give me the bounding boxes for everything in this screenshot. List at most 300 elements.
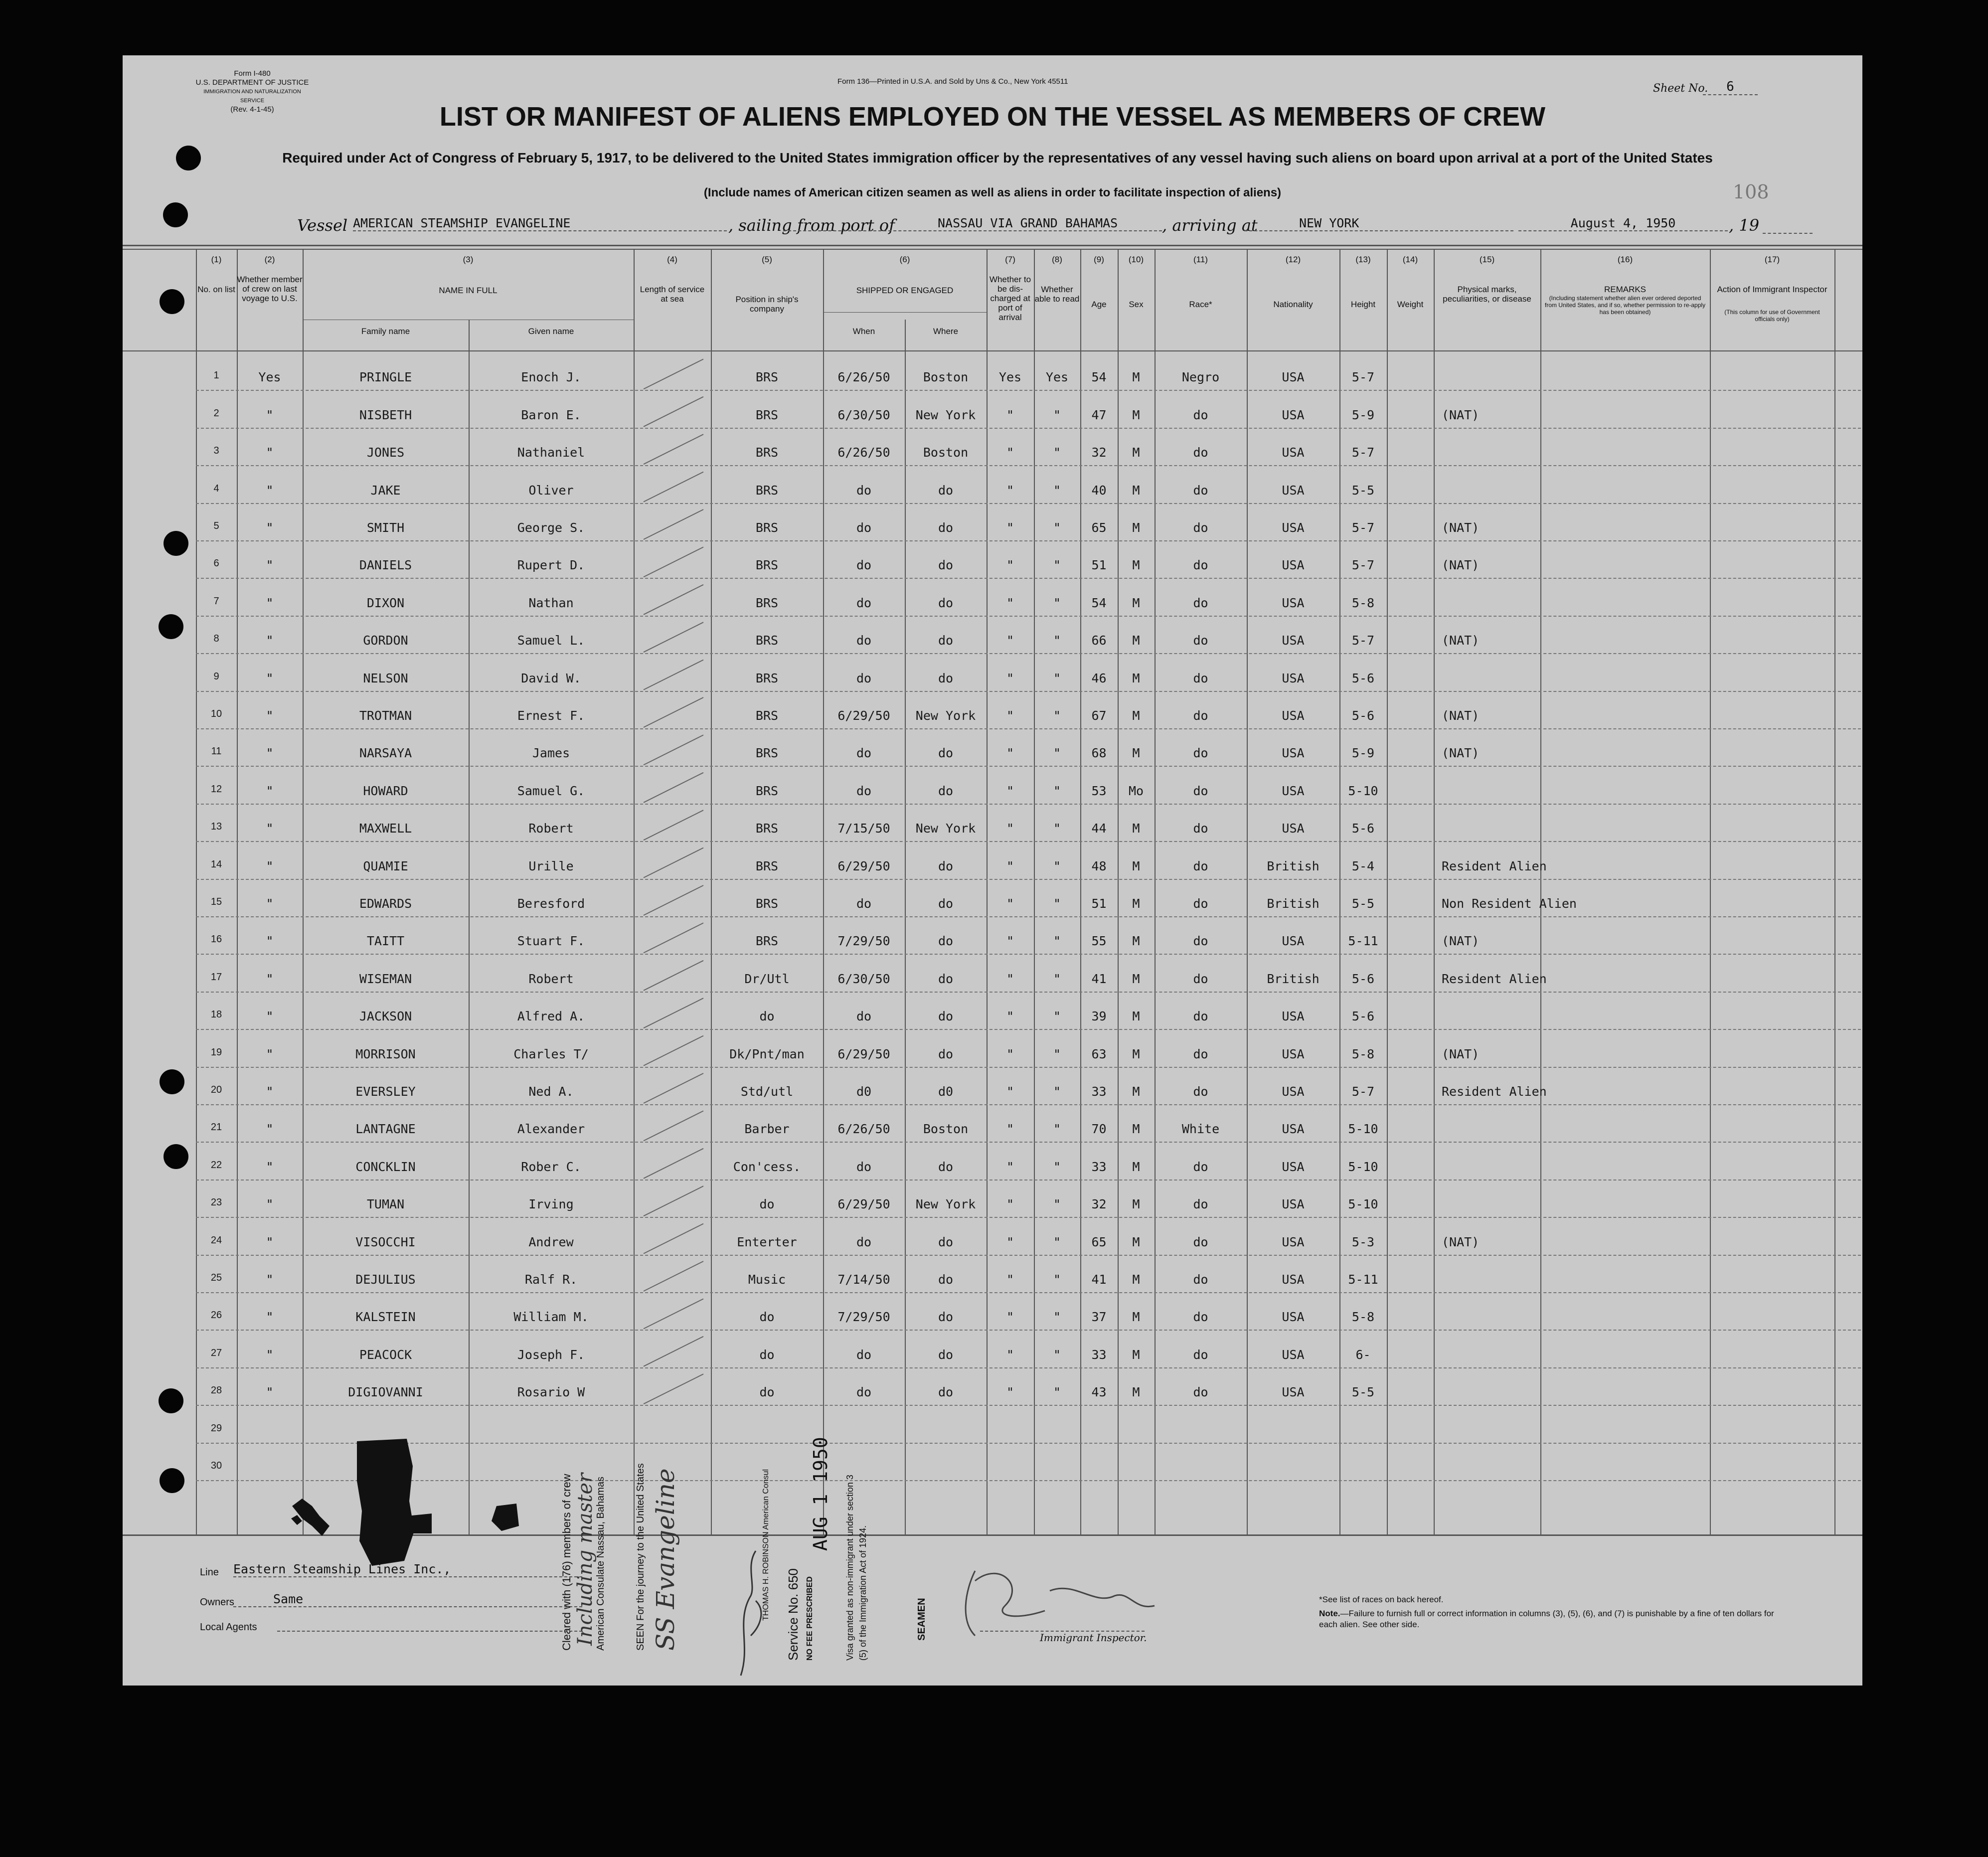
discharged: ": [1006, 1385, 1014, 1400]
col-8-label: Whether able to read: [1034, 285, 1080, 304]
shipped-when: 7/29/50: [837, 1310, 890, 1325]
row-number: 3: [213, 445, 219, 457]
sheet-number-label: Sheet No.: [1653, 82, 1708, 95]
shipped-where: do: [938, 971, 954, 986]
able-to-read: ": [1053, 483, 1061, 498]
given-name: Oliver: [528, 483, 574, 498]
position: do: [759, 1347, 775, 1362]
prev-voyage: ": [266, 633, 274, 648]
race: do: [1193, 1046, 1208, 1061]
service: IMMIGRATION AND NATURALIZATION SERVICE: [203, 89, 301, 104]
col-3-label: NAME IN FULL: [439, 286, 497, 295]
row-number: 19: [210, 1046, 222, 1058]
discharged: ": [1006, 1084, 1014, 1099]
sheet-stamp-number: 108: [1733, 181, 1769, 203]
position: Barber: [744, 1122, 790, 1137]
position: BRS: [755, 520, 779, 535]
shipped-when: do: [856, 1159, 872, 1174]
row-rule: [196, 1217, 1861, 1218]
age: 68: [1091, 746, 1107, 761]
given-name: Robert: [528, 821, 574, 836]
race: do: [1193, 483, 1208, 498]
crew-handwritten-note: Including master: [574, 1473, 597, 1646]
prev-voyage: ": [266, 1234, 274, 1249]
service-number: Service No. 650: [786, 1568, 801, 1661]
family-name: DIGIOVANNI: [348, 1385, 423, 1400]
given-name: Joseph F.: [517, 1347, 585, 1362]
race: do: [1193, 671, 1208, 685]
given-name: Samuel L.: [517, 633, 585, 648]
col-15-label: Physical marks, peculiarities, or disease: [1443, 285, 1531, 304]
shipped-when: 6/29/50: [837, 1046, 890, 1061]
able-to-read: ": [1053, 1310, 1061, 1325]
family-name: GORDON: [363, 633, 408, 648]
shipped-where: do: [938, 671, 954, 685]
row-number: 1: [213, 370, 219, 381]
departure-port: NASSAU VIA GRAND BAHAMAS: [783, 216, 1162, 231]
local-agents-blank: [277, 1631, 582, 1632]
shipped-where: do: [938, 746, 954, 761]
age: 70: [1091, 1122, 1107, 1137]
prev-voyage: ": [266, 1084, 274, 1099]
binder-hole: [163, 202, 188, 227]
race: do: [1193, 858, 1208, 873]
prev-voyage: ": [266, 595, 274, 610]
column-rule: [1247, 249, 1248, 1534]
sex: M: [1132, 1084, 1140, 1099]
given-name: Baron E.: [521, 407, 581, 422]
position: BRS: [755, 783, 779, 798]
binder-hole: [164, 531, 188, 556]
penalty-note: [1319, 1608, 1788, 1630]
given-name: Rosario W: [517, 1385, 585, 1400]
able-to-read: ": [1053, 1385, 1061, 1400]
sex: M: [1132, 595, 1140, 610]
prev-voyage: ": [266, 1347, 274, 1362]
race: do: [1193, 633, 1208, 648]
able-to-read: ": [1053, 1122, 1061, 1137]
revision: (Rev. 4-1-45): [230, 105, 274, 114]
row-rule: [196, 465, 1861, 466]
height: 6-: [1355, 1347, 1371, 1362]
owners: Same: [233, 1592, 582, 1607]
age: 40: [1091, 483, 1107, 498]
age: 54: [1091, 595, 1107, 610]
nationality: USA: [1282, 1347, 1305, 1362]
family-name: NISBETH: [359, 407, 412, 422]
col-3-family-label: Family name: [361, 327, 410, 336]
able-to-read: ": [1053, 1084, 1061, 1099]
sex: M: [1132, 934, 1140, 949]
row-rule: [196, 1255, 1861, 1256]
race: do: [1193, 1234, 1208, 1249]
given-name: George S.: [517, 520, 585, 535]
discharged: Yes: [998, 370, 1022, 385]
shipped-when: do: [856, 671, 872, 685]
seamen-stamp: SEAMEN: [916, 1598, 927, 1641]
prev-voyage: ": [266, 971, 274, 986]
age: 44: [1091, 821, 1107, 836]
position: BRS: [755, 633, 779, 648]
able-to-read: ": [1053, 708, 1061, 723]
sex: M: [1132, 708, 1140, 723]
discharged: ": [1006, 483, 1014, 498]
row-number: 18: [210, 1009, 222, 1020]
binder-hole: [160, 1468, 184, 1493]
family-name: WISEMAN: [359, 971, 412, 986]
shipped-when: do: [856, 520, 872, 535]
discharged: ": [1006, 1234, 1014, 1249]
shipped-when: 6/26/50: [837, 370, 890, 385]
row-rule: [196, 954, 1861, 955]
race: do: [1193, 1310, 1208, 1325]
physical-marks: (NAT): [1442, 520, 1480, 535]
position: BRS: [755, 595, 779, 610]
race: do: [1193, 934, 1208, 949]
position: do: [759, 1009, 775, 1024]
height: 5-11: [1348, 934, 1378, 949]
shipped-when: do: [856, 896, 872, 911]
column-rule: [1710, 249, 1711, 1534]
row-rule: [196, 1029, 1861, 1030]
row-rule: [196, 992, 1861, 993]
col-10-label: Sex: [1129, 300, 1144, 309]
shipped-where: do: [938, 1385, 954, 1400]
shipped-when: 6/30/50: [837, 971, 890, 986]
row-number: 22: [210, 1159, 222, 1171]
height: 5-7: [1351, 1084, 1375, 1099]
row-number: 27: [210, 1347, 222, 1358]
column-rule: [237, 249, 238, 1534]
position: Con'cess.: [733, 1159, 801, 1174]
age: 39: [1091, 1009, 1107, 1024]
row-rule: [196, 390, 1861, 391]
row-rule: [196, 916, 1861, 917]
discharged: ": [1006, 595, 1014, 610]
sex: M: [1132, 1310, 1140, 1325]
age: 66: [1091, 633, 1107, 648]
column-rule: [1034, 249, 1035, 1534]
height: 5-8: [1351, 1310, 1375, 1325]
physical-marks: (NAT): [1442, 407, 1480, 422]
printer-note: Form 136—Printed in U.S.A. and Sold by Uns & Co., New York 45511: [837, 77, 1068, 86]
family-name: PEACOCK: [359, 1347, 412, 1362]
height: 5-3: [1351, 1234, 1375, 1249]
race: do: [1193, 558, 1208, 573]
col-15-number: (15): [1479, 255, 1495, 264]
given-name: Alfred A.: [517, 1009, 585, 1024]
race: do: [1193, 1084, 1208, 1099]
arrival-port: NEW YORK: [1244, 216, 1513, 231]
sex: M: [1132, 671, 1140, 685]
race: do: [1193, 1385, 1208, 1400]
nationality: USA: [1282, 445, 1305, 460]
able-to-read: ": [1053, 1272, 1061, 1287]
height: 5-7: [1351, 633, 1375, 648]
shipped-where: Boston: [923, 1122, 969, 1137]
shipped-when: 6/29/50: [837, 1197, 890, 1212]
given-name: Beresford: [517, 896, 585, 911]
row-rule: [196, 503, 1861, 504]
family-name: NELSON: [363, 671, 408, 685]
sex: M: [1132, 1122, 1140, 1137]
manifest-page: [123, 55, 1862, 1686]
race: do: [1193, 783, 1208, 798]
row-number: 30: [210, 1460, 222, 1471]
family-name: SMITH: [366, 520, 405, 535]
discharged: ": [1006, 971, 1014, 986]
able-to-read: ": [1053, 1197, 1061, 1212]
discharged: ": [1006, 407, 1014, 422]
age: 32: [1091, 1197, 1107, 1212]
race: do: [1193, 971, 1208, 986]
col-7-label: Whether to be dis-charged at port of arrival: [989, 275, 1031, 322]
column-rule: [711, 249, 712, 1534]
consul-name-stamp: THOMAS H. ROBINSON American Consul: [762, 1469, 770, 1621]
height: 5-4: [1351, 858, 1375, 873]
able-to-read: ": [1053, 595, 1061, 610]
given-name: Andrew: [528, 1234, 574, 1249]
family-name: EDWARDS: [359, 896, 412, 911]
given-name: Urille: [528, 858, 574, 873]
given-name: Irving: [528, 1197, 574, 1212]
physical-marks: (NAT): [1442, 633, 1480, 648]
age: 33: [1091, 1347, 1107, 1362]
row-number: 11: [211, 746, 222, 757]
physical-marks: (NAT): [1442, 746, 1480, 761]
col-17-number: (17): [1764, 255, 1780, 264]
row-number: 6: [213, 558, 219, 569]
discharged: ": [1006, 633, 1014, 648]
position: BRS: [755, 821, 779, 836]
row-number: 21: [210, 1122, 222, 1133]
row-number: 24: [210, 1234, 222, 1246]
shipped-when: do: [856, 783, 872, 798]
fee-stamp: NO FEE PRESCRIBED: [806, 1576, 814, 1661]
col-4-number: (4): [667, 255, 677, 264]
given-name: Samuel G.: [517, 783, 585, 798]
col-13-label: Height: [1350, 300, 1376, 309]
position: Dk/Pnt/man: [729, 1046, 805, 1061]
column-rule: [823, 249, 824, 1534]
height: 5-6: [1351, 1009, 1375, 1024]
nationality: British: [1267, 858, 1320, 873]
nationality: USA: [1282, 1159, 1305, 1174]
position: BRS: [755, 934, 779, 949]
vessel-name: AMERICAN STEAMSHIP EVANGELINE: [353, 216, 727, 231]
prev-voyage: ": [266, 1009, 274, 1024]
sex: M: [1132, 1234, 1140, 1249]
row-number: 2: [213, 407, 219, 419]
prev-voyage: ": [266, 558, 274, 573]
table-top-rule-2: [123, 249, 1862, 250]
age: 65: [1091, 520, 1107, 535]
shipped-when: do: [856, 746, 872, 761]
col-2-label: Whether member of crew on last voyage to U.S.: [237, 275, 303, 303]
able-to-read: ": [1053, 1347, 1061, 1362]
sex: M: [1132, 1009, 1140, 1024]
column-rule: [303, 249, 304, 1534]
able-to-read: ": [1053, 1159, 1061, 1174]
shipped-where: New York: [915, 708, 976, 723]
col-6-where-label: Where: [933, 327, 959, 336]
row-rule: [196, 540, 1861, 541]
discharged: ": [1006, 1009, 1014, 1024]
shipped-when: do: [856, 558, 872, 573]
height: 5-10: [1348, 783, 1378, 798]
shipped-when: do: [856, 1009, 872, 1024]
nationality: USA: [1282, 934, 1305, 949]
race: do: [1193, 595, 1208, 610]
height: 5-6: [1351, 708, 1375, 723]
nationality: British: [1267, 896, 1320, 911]
row-rule: [196, 1367, 1861, 1368]
family-name: PRINGLE: [359, 370, 412, 385]
line-label: Line: [200, 1567, 219, 1578]
shipped-where: Boston: [923, 445, 969, 460]
height: 5-5: [1351, 896, 1375, 911]
prev-voyage: ": [266, 1272, 274, 1287]
given-name: Enoch J.: [521, 370, 581, 385]
age: 32: [1091, 445, 1107, 460]
sex: M: [1132, 1197, 1140, 1212]
col-11-number: (11): [1193, 255, 1208, 264]
family-name: KALSTEIN: [355, 1310, 416, 1325]
sex: M: [1132, 407, 1140, 422]
position: BRS: [755, 746, 779, 761]
owners-label: Owners: [200, 1597, 234, 1608]
race: do: [1193, 1159, 1208, 1174]
row-rule: [196, 691, 1861, 692]
row-number: 14: [210, 858, 222, 870]
shipped-where: Boston: [923, 370, 969, 385]
shipped-where: New York: [915, 1197, 976, 1212]
row-rule: [196, 804, 1861, 805]
column-rule: [1080, 249, 1081, 1534]
discharged: ": [1006, 708, 1014, 723]
height: 5-5: [1351, 1385, 1375, 1400]
nationality: USA: [1282, 1197, 1305, 1212]
manifest-title: LIST OR MANIFEST OF ALIENS EMPLOYED ON THE VESSEL AS MEMBERS OF CREW: [439, 102, 1546, 132]
shipped-where: New York: [915, 407, 976, 422]
physical-marks: Resident Alien: [1442, 858, 1547, 873]
position: BRS: [755, 708, 779, 723]
age: 47: [1091, 407, 1107, 422]
height: 5-8: [1351, 595, 1375, 610]
manifest-note: (Include names of American citizen seamen as well as aliens in order to facilitate inspection of aliens): [703, 186, 1282, 199]
column-rule: [1834, 249, 1835, 1534]
shipped-where: do: [938, 934, 954, 949]
height: 5-10: [1348, 1122, 1378, 1137]
nationality: USA: [1282, 1009, 1305, 1024]
shipped-when: 7/15/50: [837, 821, 890, 836]
able-to-read: ": [1053, 896, 1061, 911]
position: BRS: [755, 858, 779, 873]
binder-hole: [159, 1388, 183, 1413]
col-9-number: (9): [1094, 255, 1104, 264]
discharged: ": [1006, 520, 1014, 535]
discharged: ": [1006, 445, 1014, 460]
sex: M: [1132, 445, 1140, 460]
prev-voyage: ": [266, 483, 274, 498]
able-to-read: ": [1053, 858, 1061, 873]
table-top-rule: [123, 245, 1862, 246]
family-name: JAKE: [370, 483, 401, 498]
nationality: USA: [1282, 671, 1305, 685]
family-name: DIXON: [366, 595, 405, 610]
family-name: TAITT: [366, 934, 405, 949]
row-rule: [196, 578, 1861, 579]
steamship-line: Eastern Steamship Lines Inc.,: [233, 1562, 582, 1577]
row-number: 25: [210, 1272, 222, 1283]
height: 5-7: [1351, 370, 1375, 385]
nationality: USA: [1282, 407, 1305, 422]
prev-voyage: ": [266, 1197, 274, 1212]
nationality: USA: [1282, 783, 1305, 798]
family-name: NARSAYA: [359, 746, 412, 761]
family-name: JONES: [366, 445, 405, 460]
shipped-where: do: [938, 783, 954, 798]
column-rule: [987, 249, 988, 1534]
family-name: JACKSON: [359, 1009, 412, 1024]
discharged: ": [1006, 558, 1014, 573]
row-number: 29: [210, 1422, 222, 1434]
physical-marks: Resident Alien: [1442, 971, 1547, 986]
shipped-where: do: [938, 633, 954, 648]
height: 5-6: [1351, 821, 1375, 836]
given-name: David W.: [521, 671, 581, 685]
binder-hole: [164, 1144, 188, 1169]
length-of-service-strikes: [634, 354, 711, 1501]
given-name: Alexander: [517, 1122, 585, 1137]
age: 48: [1091, 858, 1107, 873]
prev-voyage: ": [266, 407, 274, 422]
column-rule: [1155, 249, 1156, 1534]
position: Enterter: [737, 1234, 797, 1249]
col-14-number: (14): [1402, 255, 1418, 264]
prev-voyage: ": [266, 1046, 274, 1061]
shipped-where: do: [938, 896, 954, 911]
prev-voyage: ": [266, 520, 274, 535]
prev-voyage: ": [266, 821, 274, 836]
sex: M: [1132, 746, 1140, 761]
able-to-read: ": [1053, 520, 1061, 535]
age: 63: [1091, 1046, 1107, 1061]
given-name: Ralf R.: [524, 1272, 578, 1287]
discharged: ": [1006, 1046, 1014, 1061]
sex: M: [1132, 1159, 1140, 1174]
row-number: 12: [210, 783, 222, 795]
form-id: Form I-480: [234, 69, 271, 78]
race: do: [1193, 1272, 1208, 1287]
shipped-where: do: [938, 1046, 954, 1061]
age: 33: [1091, 1084, 1107, 1099]
discharged: ": [1006, 858, 1014, 873]
col-5-number: (5): [762, 255, 772, 264]
row-number: 13: [210, 821, 222, 833]
family-name: DANIELS: [359, 558, 412, 573]
position: BRS: [755, 370, 779, 385]
shipped-where: New York: [915, 821, 976, 836]
binder-hole: [159, 614, 183, 639]
family-name: DEJULIUS: [355, 1272, 416, 1287]
race-note: *See list of races on back hereof.: [1319, 1595, 1444, 1604]
race: do: [1193, 821, 1208, 836]
discharged: ": [1006, 821, 1014, 836]
able-to-read: ": [1053, 971, 1061, 986]
nationality: USA: [1282, 633, 1305, 648]
nationality: USA: [1282, 1122, 1305, 1137]
